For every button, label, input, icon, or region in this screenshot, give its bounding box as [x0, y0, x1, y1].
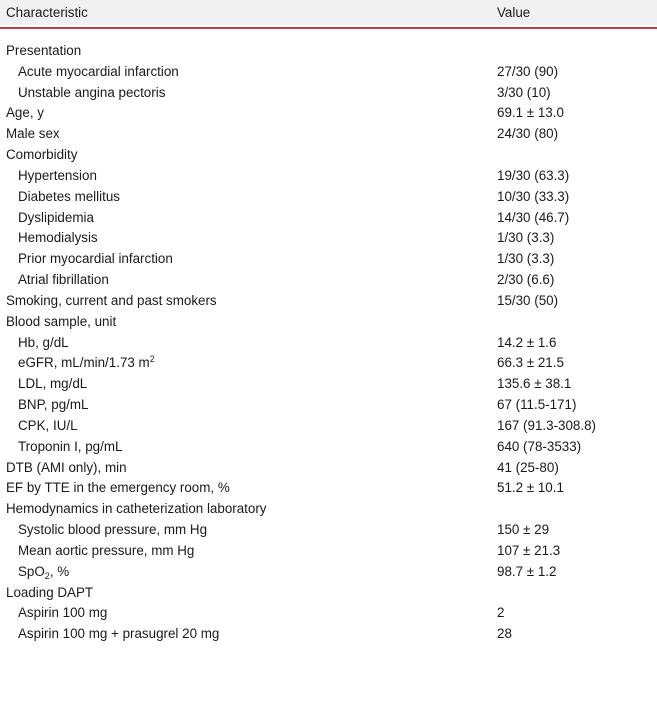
table-row [0, 353, 657, 373]
row-label-superscript: 2 [149, 354, 155, 365]
table-row [0, 187, 657, 207]
row-value: 19/30 (63.3) [497, 167, 570, 183]
row-label-text: Mean aortic pressure, mm Hg [18, 542, 195, 558]
row-value: 1/30 (3.3) [497, 230, 555, 246]
table-row [0, 395, 657, 415]
row-label-subscript: 2 [44, 570, 50, 581]
row-label-text: BNP, pg/mL [18, 397, 89, 413]
table-row [0, 333, 657, 353]
row-label-text: Systolic blood pressure, mm Hg [18, 522, 208, 538]
row-label-text: CPK, IU/L [18, 417, 78, 433]
row-value: 167 (91.3-308.8) [497, 417, 597, 433]
row-label [18, 83, 165, 103]
row-value: 15/30 (50) [497, 292, 559, 308]
row-label [18, 333, 69, 353]
row-label [18, 562, 69, 582]
row-value: 107 ± 21.3 [497, 542, 561, 558]
table-row [0, 166, 657, 186]
row-label [18, 437, 122, 457]
row-label-text: Hemodynamics in catheterization laboratory [6, 501, 267, 517]
row-label-text: Diabetes mellitus [18, 188, 120, 204]
row-label-text: Age, y [6, 105, 44, 121]
table-row [0, 83, 657, 103]
table-row [0, 208, 657, 228]
row-value: 3/30 (10) [497, 84, 551, 100]
row-label [18, 395, 88, 415]
row-label [18, 270, 109, 290]
row-label-text: eGFR, mL/min/1.73 m [18, 355, 150, 371]
row-label [18, 374, 87, 394]
row-label-text: Acute myocardial infarction [18, 63, 179, 79]
table-row [0, 562, 657, 582]
row-label-text: Comorbidity [6, 147, 78, 163]
row-label [6, 312, 116, 332]
row-label-suffix: , % [49, 563, 70, 579]
row-label [18, 228, 98, 248]
row-label [18, 208, 94, 228]
row-label [6, 291, 217, 311]
row-label-text: Smoking, current and past smokers [6, 292, 217, 308]
row-label [18, 416, 78, 436]
table-row [0, 520, 657, 540]
row-value: 640 (78-3533) [497, 438, 582, 454]
row-value: 28 [497, 626, 512, 642]
row-label [18, 603, 107, 623]
row-value: 98.7 ± 1.2 [497, 563, 557, 579]
row-value: 69.1 ± 13.0 [497, 105, 564, 121]
row-label [18, 187, 120, 207]
table-row [0, 583, 657, 603]
row-label [6, 478, 230, 498]
table-row [0, 499, 657, 519]
table-row [0, 270, 657, 290]
table-row [0, 603, 657, 623]
row-value: 51.2 ± 10.1 [497, 480, 564, 496]
row-label-text: LDL, mg/dL [18, 376, 88, 392]
table-row [0, 62, 657, 82]
table-row [0, 41, 657, 61]
table-row [0, 228, 657, 248]
row-label [6, 458, 127, 478]
table-row [0, 312, 657, 332]
row-label [18, 62, 179, 82]
row-value: 66.3 ± 21.5 [497, 355, 564, 371]
row-label [6, 103, 44, 123]
row-label-text: Hemodialysis [18, 230, 98, 246]
table-row [0, 249, 657, 269]
row-label-text: Hb, g/dL [18, 334, 69, 350]
table-row [0, 103, 657, 123]
table-header [0, 0, 657, 25]
row-label-text: Dyslipidemia [18, 209, 94, 225]
row-label-text: Troponin I, pg/mL [18, 438, 123, 454]
row-label-text: Presentation [6, 43, 82, 58]
table-row [0, 624, 657, 644]
row-label [18, 624, 219, 644]
row-label-text: Aspirin 100 mg [18, 605, 108, 621]
row-label [18, 353, 155, 373]
row-label-text: Male sex [6, 126, 60, 142]
table-row [0, 416, 657, 436]
row-label-text: Atrial fibrillation [18, 272, 109, 288]
row-label-text: Blood sample, unit [6, 313, 117, 329]
table-row [0, 458, 657, 478]
table-row [0, 478, 657, 498]
header-rule [0, 27, 657, 29]
header-characteristic: Characteristic [6, 5, 88, 20]
row-label [6, 499, 267, 519]
row-value: 27/30 (90) [497, 63, 559, 79]
row-label-text: EF by TTE in the emergency room, % [6, 480, 230, 496]
row-label [18, 520, 207, 540]
row-value: 1/30 (3.3) [497, 251, 555, 267]
row-label [6, 124, 60, 144]
row-label [18, 541, 194, 561]
row-value: 14/30 (46.7) [497, 209, 570, 225]
row-value: 24/30 (80) [497, 126, 559, 142]
row-label [18, 166, 97, 186]
row-value: 14.2 ± 1.6 [497, 334, 557, 350]
table-row [0, 374, 657, 394]
row-value: 2/30 (6.6) [497, 272, 555, 288]
table-row [0, 145, 657, 165]
row-value: 10/30 (33.3) [497, 188, 570, 204]
table-row [0, 437, 657, 457]
row-value: 150 ± 29 [497, 522, 550, 538]
row-label-text: SpO [18, 563, 45, 579]
row-label [6, 145, 77, 165]
row-label-text: Loading DAPT [6, 584, 94, 600]
row-value: 2 [497, 605, 505, 621]
row-label [18, 249, 173, 269]
header-value: Value [497, 5, 531, 20]
row-value: 135.6 ± 38.1 [497, 376, 572, 392]
row-label-text: Hypertension [18, 167, 97, 183]
row-label [6, 41, 81, 61]
row-label-text: Aspirin 100 mg + prasugrel 20 mg [18, 626, 220, 642]
row-label-text: DTB (AMI only), min [6, 459, 127, 475]
row-label-text: Unstable angina pectoris [18, 84, 166, 100]
row-value: 41 (25-80) [497, 459, 559, 475]
table-row [0, 291, 657, 311]
table-row [0, 541, 657, 561]
row-label [6, 583, 93, 603]
row-label-text: Prior myocardial infarction [18, 251, 173, 267]
table-row [0, 124, 657, 144]
row-value: 67 (11.5-171) [497, 397, 577, 413]
